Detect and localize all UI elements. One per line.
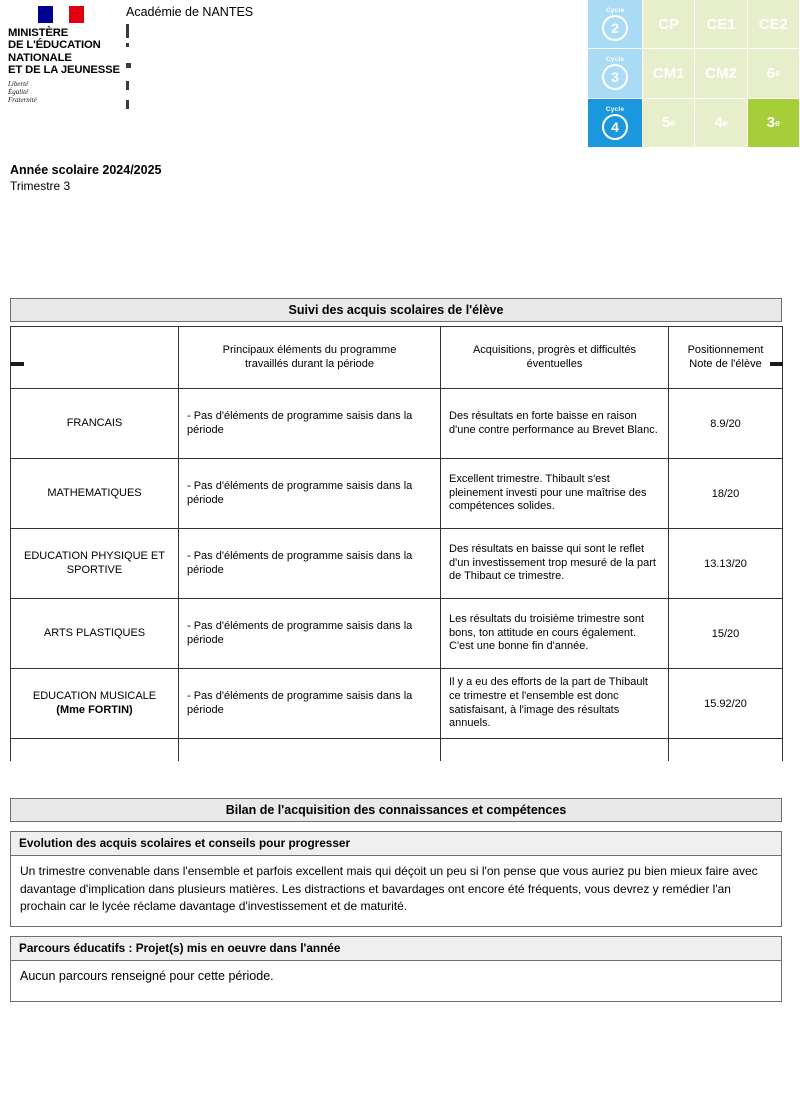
table-row — [11, 599, 783, 669]
cell-note: 15.92/20 — [669, 669, 783, 739]
table-row — [11, 459, 783, 529]
level-label: 4 — [714, 114, 723, 132]
level-cell-cm2: CM2 — [695, 49, 747, 98]
ministry-name-line-4: ET DE LA JEUNESSE — [8, 64, 120, 77]
table-row — [11, 669, 783, 739]
cell-subject: MATHEMATIQUES — [11, 459, 179, 529]
table-row — [11, 529, 783, 599]
acquis-table — [10, 326, 783, 761]
cell-programme: - Pas d'éléments de programme saisis dans la période — [179, 599, 441, 669]
teacher-name: (Mme FORTIN) — [56, 703, 133, 716]
level-cell-3e-current — [748, 99, 800, 148]
level-cell-cm1: CM1 — [643, 49, 695, 98]
col-header-programme-line1: Principaux éléments du programme — [222, 344, 397, 356]
motto-line-3: Fraternité — [8, 96, 37, 105]
level-label: 3 — [766, 114, 775, 132]
evolution-title: Evolution des acquis scolaires et conseils pour progresser — [10, 831, 782, 856]
page-header — [0, 0, 800, 150]
bilan-section — [10, 798, 782, 1002]
level-exponent: e — [722, 117, 728, 128]
level-label: 6 — [766, 64, 775, 82]
col-header-note — [669, 327, 783, 389]
cell-note: 8.9/20 — [669, 389, 783, 459]
clipped-text-fragment — [126, 81, 129, 90]
cell-note: 18/20 — [669, 459, 783, 529]
col-header-subject — [11, 327, 179, 389]
subject-name: EDUCATION MUSICALE — [32, 690, 157, 702]
cell-programme: - Pas d'éléments de programme saisis dans la période — [179, 669, 441, 739]
level-cell-ce2: CE2 — [748, 0, 800, 49]
cell-programme: - Pas d'éléments de programme saisis dans la période — [179, 529, 441, 599]
cell-appreciation: Des résultats en baisse qui sont le reflet d'un investissement trop mesuré de la part de Thibaut ce trimestre. — [441, 529, 669, 599]
ministry-name-line-2: DE L'ÉDUCATION — [8, 39, 101, 52]
table-row-truncated — [11, 739, 783, 761]
cell-appreciation: Des résultats en forte baisse en raison d'une contre performance au Brevet Blanc. — [441, 389, 669, 459]
parcours-title: Parcours éducatifs : Projet(s) mis en oeuvre dans l'année — [10, 936, 782, 961]
col-header-note-line2: Note de l'élève — [689, 357, 762, 370]
cell-subject: ARTS PLASTIQUES — [11, 599, 179, 669]
cycle-label-2 — [588, 0, 643, 49]
parcours-text: Aucun parcours renseigné pour cette période. — [10, 961, 782, 1003]
cell-appreciation: Excellent trimestre. Thibault s'est pleinement investi pour une maîtrise des compétences solides. — [441, 459, 669, 529]
col-header-programme-line2: travaillés durant la période — [244, 357, 375, 370]
french-flag-icon — [38, 6, 84, 23]
cell-subject-truncated — [11, 739, 179, 761]
level-cell-4e — [695, 99, 747, 148]
flag-stripe-red — [69, 6, 84, 23]
col-header-programme — [179, 327, 441, 389]
cycle-label-4 — [588, 99, 643, 148]
clipped-text-fragment — [126, 24, 129, 38]
republic-motto — [8, 80, 126, 105]
clipped-text-fragment — [126, 100, 129, 109]
cell-note: 15/20 — [669, 599, 783, 669]
acquis-section-title: Suivi des acquis scolaires de l'élève — [10, 298, 782, 322]
ministry-logo — [8, 6, 126, 104]
col-header-acquisitions — [441, 327, 669, 389]
academy-name: Académie de NANTES — [126, 5, 254, 19]
clipped-text-fragment — [126, 43, 129, 47]
clipped-edge-tick — [770, 362, 783, 366]
level-cell-6e — [748, 49, 800, 98]
ministry-name — [8, 27, 126, 77]
cell-programme: - Pas d'éléments de programme saisis dans la période — [179, 459, 441, 529]
level-cell-5e — [643, 99, 695, 148]
level-exponent: e — [774, 68, 780, 79]
clipped-edge-tick — [11, 362, 24, 366]
col-header-acquisitions-line2: éventuelles — [526, 357, 583, 370]
cycle-label-3 — [588, 49, 643, 98]
ministry-name-line-1: MINISTÈRE — [8, 27, 69, 39]
flag-stripe-blue — [38, 6, 53, 23]
ministry-name-line-3: NATIONALE — [8, 51, 72, 64]
table-row — [11, 389, 783, 459]
cell-appreciation: Il y a eu des efforts de la part de Thibault ce trimestre et l'ensemble est donc satisfaisant, à l'image des résultats annuels. — [441, 669, 669, 739]
acquis-section — [10, 298, 782, 761]
level-cell-ce1: CE1 — [695, 0, 747, 49]
cycle-number: 2 — [602, 15, 628, 41]
cell-programme-truncated — [179, 739, 441, 761]
cycle-level-grid — [588, 0, 800, 148]
col-header-acquisitions-line1: Acquisitions, progrès et difficultés — [472, 344, 637, 356]
motto-line-1: Liberté — [8, 79, 29, 88]
level-label: 5 — [661, 114, 671, 132]
bilan-section-title: Bilan de l'acquisition des connaissances et compétences — [10, 798, 782, 822]
cycle-number: 4 — [602, 114, 628, 140]
level-exponent: e — [774, 117, 780, 128]
cycle-word: Cycle — [605, 105, 625, 113]
clipped-text-fragment — [126, 63, 131, 68]
cycle-number: 3 — [602, 64, 628, 90]
cycle-word: Cycle — [605, 56, 625, 64]
motto-line-2: Égalité — [8, 87, 29, 96]
period-block — [10, 162, 162, 194]
col-header-note-line1: Positionnement — [687, 344, 764, 356]
term-label: Trimestre 3 — [10, 179, 71, 193]
cell-appreciation-truncated — [441, 739, 669, 761]
cell-note: 13.13/20 — [669, 529, 783, 599]
cell-subject — [11, 669, 179, 739]
evolution-text: Un trimestre convenable dans l'ensemble et parfois excellent mais qui déçoit un peu si l'on pense que vous auriez pu bien mieux faire avec davantage d'implication dans plusieurs matières. Les distractions et bavardages ont encore été fréquents, vous devrez y remédier l'an prochain car le lycée réclame davantage d'investissement et de maturité. — [10, 856, 782, 927]
level-exponent: e — [670, 117, 676, 128]
school-year: Année scolaire 2024/2025 — [10, 163, 162, 177]
cell-programme: - Pas d'éléments de programme saisis dans la période — [179, 389, 441, 459]
table-header-row — [11, 327, 783, 389]
cell-subject: EDUCATION PHYSIQUE ET SPORTIVE — [11, 529, 179, 599]
cell-subject: FRANCAIS — [11, 389, 179, 459]
cycle-word: Cycle — [605, 7, 625, 15]
cell-note-truncated — [669, 739, 783, 761]
cell-appreciation: Les résultats du troisième trimestre sont bons, ton attitude en cours également. C'est une bonne fin d'année. — [441, 599, 669, 669]
flag-stripe-white — [53, 6, 68, 23]
level-cell-cp: CP — [643, 0, 695, 49]
